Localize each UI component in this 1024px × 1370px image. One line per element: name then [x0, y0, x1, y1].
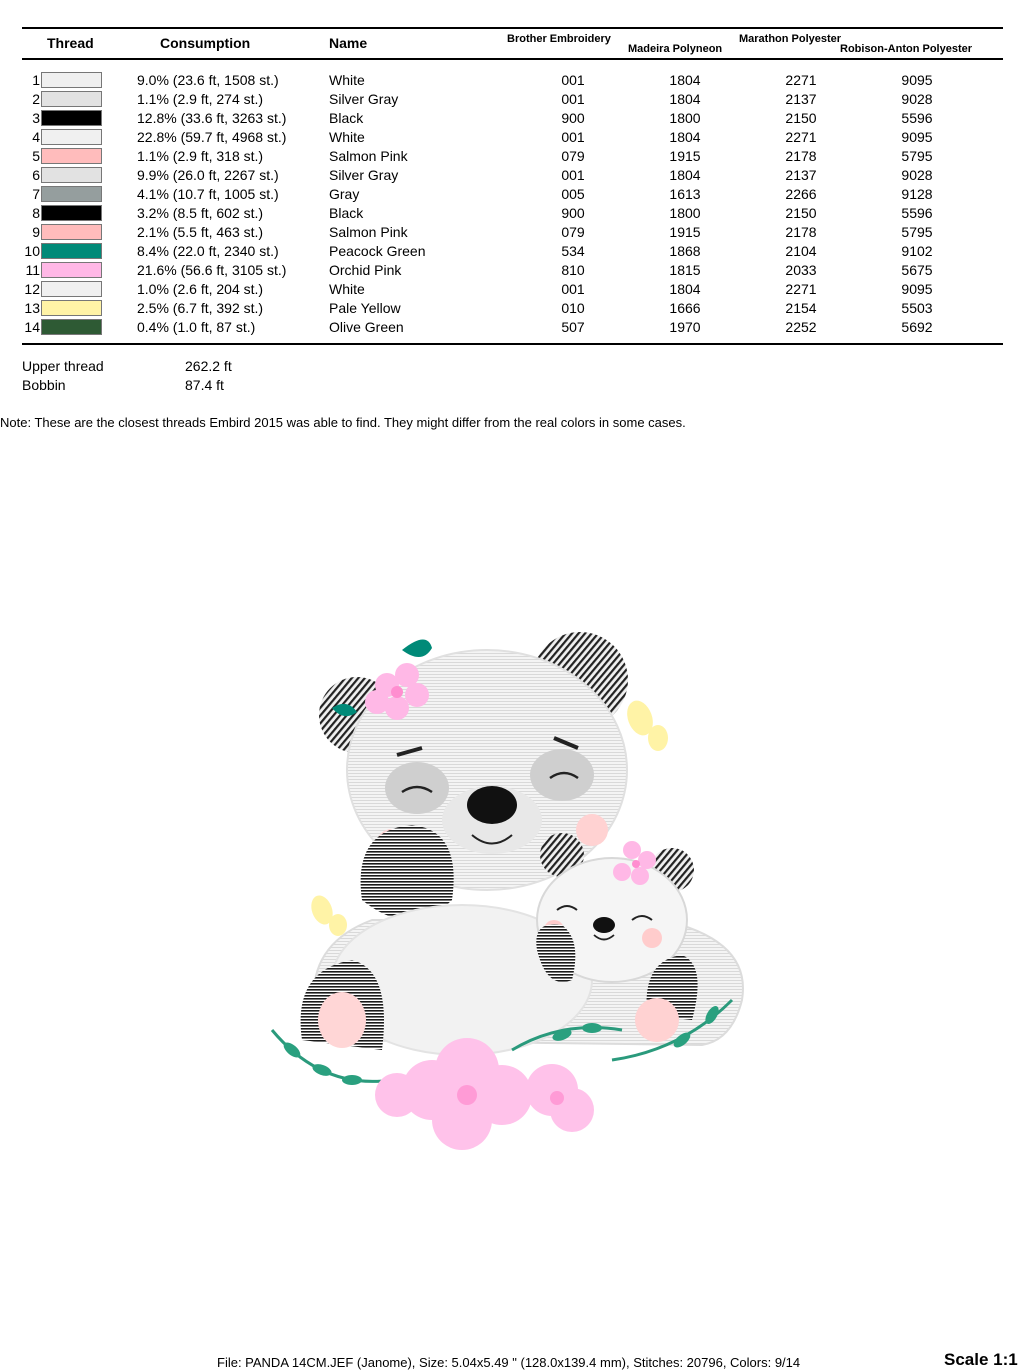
col-header-robison: Robison-Anton Polyester	[840, 43, 973, 55]
table-row	[0, 128, 1024, 147]
table-row	[0, 90, 1024, 109]
thread-consumption: 4.1% (10.7 ft, 1005 st.)	[137, 186, 279, 202]
thread-number: 12	[24, 281, 40, 297]
marathon-code: 2137	[785, 167, 817, 183]
marathon-code: 2271	[785, 129, 817, 145]
thread-number: 7	[32, 186, 40, 202]
table-row	[0, 299, 1024, 318]
thread-color-swatch	[41, 224, 102, 240]
brother-code: 900	[561, 110, 585, 126]
madeira-code: 1970	[669, 319, 701, 335]
marathon-code: 2178	[785, 148, 817, 164]
col-header-name: Name	[329, 35, 368, 51]
scale-label: Scale 1:1	[944, 1350, 1018, 1369]
brother-code: 900	[561, 205, 585, 221]
thread-name: Silver Gray	[329, 91, 399, 107]
brother-code: 079	[561, 224, 585, 240]
thread-number: 2	[32, 91, 40, 107]
thread-consumption: 22.8% (59.7 ft, 4968 st.)	[137, 129, 287, 145]
thread-color-swatch	[41, 319, 102, 335]
col-header-thread: Thread	[47, 35, 94, 51]
marathon-code: 2150	[785, 205, 817, 221]
thread-number: 11	[25, 262, 40, 278]
upper-thread-value: 262.2 ft	[185, 358, 232, 374]
madeira-code: 1915	[669, 148, 701, 164]
brother-code: 001	[561, 91, 585, 107]
marathon-code: 2271	[785, 72, 817, 88]
thread-consumption: 21.6% (56.6 ft, 3105 st.)	[137, 262, 287, 278]
robison-code: 9095	[901, 281, 933, 297]
madeira-code: 1804	[669, 72, 701, 88]
table-row	[0, 147, 1024, 166]
robison-code: 5503	[901, 300, 933, 316]
marathon-code: 2178	[785, 224, 817, 240]
brother-code: 001	[561, 281, 585, 297]
thread-number: 4	[32, 129, 40, 145]
brother-code: 001	[561, 129, 585, 145]
table-row	[0, 71, 1024, 90]
col-header-consumption: Consumption	[160, 35, 251, 51]
thread-color-swatch	[41, 110, 102, 126]
thread-name: Orchid Pink	[329, 262, 402, 278]
thread-consumption: 9.9% (26.0 ft, 2267 st.)	[137, 167, 279, 183]
thread-consumption: 12.8% (33.6 ft, 3263 st.)	[137, 110, 287, 126]
thread-number: 9	[32, 224, 40, 240]
madeira-code: 1815	[669, 262, 701, 278]
mother-nose	[467, 786, 517, 824]
col-header-marathon: Marathon Polyester	[739, 33, 842, 45]
robison-code: 9102	[901, 243, 933, 259]
brother-code: 507	[561, 319, 585, 335]
thread-name: Peacock Green	[329, 243, 426, 259]
thread-name: Black	[329, 110, 364, 126]
file-info-footer: File: PANDA 14CM.JEF (Janome), Size: 5.04x5.49 " (128.0x139.4 mm), Stitches: 20796, Colors: 9/14	[217, 1355, 801, 1370]
robison-code: 5675	[901, 262, 933, 278]
thread-number: 10	[24, 243, 40, 259]
embroidery-preview	[262, 620, 762, 1160]
robison-code: 5795	[901, 224, 933, 240]
brother-code: 810	[561, 262, 585, 278]
brother-code: 079	[561, 148, 585, 164]
thread-name: Gray	[329, 186, 360, 202]
madeira-code: 1800	[669, 205, 701, 221]
madeira-code: 1800	[669, 110, 701, 126]
table-row	[0, 318, 1024, 337]
robison-code: 9095	[901, 72, 933, 88]
baby-nose	[593, 917, 615, 933]
thread-consumption: 2.1% (5.5 ft, 463 st.)	[137, 224, 264, 240]
thread-consumption: 1.1% (2.9 ft, 318 st.)	[137, 148, 264, 164]
thread-name: White	[329, 72, 365, 88]
thread-color-swatch	[41, 262, 102, 278]
thread-name: Pale Yellow	[329, 300, 401, 316]
table-row	[0, 280, 1024, 299]
thread-number: 6	[32, 167, 40, 183]
robison-code: 9028	[901, 91, 933, 107]
note-text: Note: These are the closest threads Embird 2015 was able to find. They might differ from the real colors in some cases.	[0, 415, 686, 430]
mother-right-eye-patch	[530, 749, 594, 801]
thread-consumption: 3.2% (8.5 ft, 602 st.)	[137, 205, 264, 221]
thread-consumption: 1.0% (2.6 ft, 204 st.)	[137, 281, 264, 297]
thread-name: White	[329, 129, 365, 145]
thread-color-swatch	[41, 129, 102, 145]
header-bottom-rule	[22, 58, 1003, 60]
upper-thread-label: Upper thread	[22, 358, 104, 374]
robison-code: 9095	[901, 129, 933, 145]
thread-number: 13	[24, 300, 40, 316]
thread-consumption: 1.1% (2.9 ft, 274 st.)	[137, 91, 264, 107]
thread-color-swatch	[41, 243, 102, 259]
thread-color-swatch	[41, 148, 102, 164]
madeira-code: 1804	[669, 91, 701, 107]
marathon-code: 2137	[785, 91, 817, 107]
marathon-code: 2271	[785, 281, 817, 297]
robison-code: 9028	[901, 167, 933, 183]
bobbin-label: Bobbin	[22, 377, 66, 393]
thread-consumption: 0.4% (1.0 ft, 87 st.)	[137, 319, 256, 335]
marathon-code: 2104	[785, 243, 817, 259]
robison-code: 5795	[901, 148, 933, 164]
table-row	[0, 109, 1024, 128]
thread-color-swatch	[41, 72, 102, 88]
brother-code: 010	[561, 300, 585, 316]
madeira-code: 1868	[669, 243, 701, 259]
madeira-code: 1915	[669, 224, 701, 240]
thread-consumption: 9.0% (23.6 ft, 1508 st.)	[137, 72, 279, 88]
madeira-code: 1613	[669, 186, 701, 202]
marathon-code: 2154	[785, 300, 817, 316]
thread-color-swatch	[41, 186, 102, 202]
table-bottom-rule	[22, 343, 1003, 345]
madeira-code: 1804	[669, 167, 701, 183]
brother-code: 001	[561, 72, 585, 88]
table-row	[0, 223, 1024, 242]
thread-consumption: 8.4% (22.0 ft, 2340 st.)	[137, 243, 279, 259]
madeira-code: 1804	[669, 129, 701, 145]
robison-code: 9128	[901, 186, 933, 202]
thread-color-swatch	[41, 167, 102, 183]
bobbin-value: 87.4 ft	[185, 377, 224, 393]
thread-name: Silver Gray	[329, 167, 399, 183]
thread-name: White	[329, 281, 365, 297]
robison-code: 5692	[901, 319, 933, 335]
brother-code: 534	[561, 243, 585, 259]
marathon-code: 2266	[785, 186, 817, 202]
col-header-brother: Brother Embroidery	[507, 33, 611, 45]
thread-number: 3	[32, 110, 40, 126]
marathon-code: 2252	[785, 319, 817, 335]
thread-number: 1	[32, 72, 40, 88]
brother-code: 005	[561, 186, 585, 202]
butterfly-top-right	[623, 697, 668, 751]
thread-name: Olive Green	[329, 319, 404, 335]
marathon-code: 2033	[785, 262, 817, 278]
table-row	[0, 242, 1024, 261]
thread-name: Salmon Pink	[329, 148, 408, 164]
brother-code: 001	[561, 167, 585, 183]
thread-number: 5	[32, 148, 40, 164]
table-row	[0, 261, 1024, 280]
madeira-code: 1804	[669, 281, 701, 297]
table-row	[0, 166, 1024, 185]
thread-name: Black	[329, 205, 364, 221]
thread-consumption: 2.5% (6.7 ft, 392 st.)	[137, 300, 264, 316]
table-row	[0, 185, 1024, 204]
thread-number: 8	[32, 205, 40, 221]
thread-color-swatch	[41, 281, 102, 297]
robison-code: 5596	[901, 205, 933, 221]
thread-name: Salmon Pink	[329, 224, 408, 240]
butterfly-left	[307, 892, 347, 936]
thread-color-swatch	[41, 300, 102, 316]
thread-color-swatch	[41, 91, 102, 107]
table-row	[0, 204, 1024, 223]
madeira-code: 1666	[669, 300, 701, 316]
col-header-madeira: Madeira Polyneon	[628, 43, 723, 55]
header-top-rule	[22, 27, 1003, 29]
marathon-code: 2150	[785, 110, 817, 126]
robison-code: 5596	[901, 110, 933, 126]
thread-number: 14	[24, 319, 40, 335]
thread-color-swatch	[41, 205, 102, 221]
